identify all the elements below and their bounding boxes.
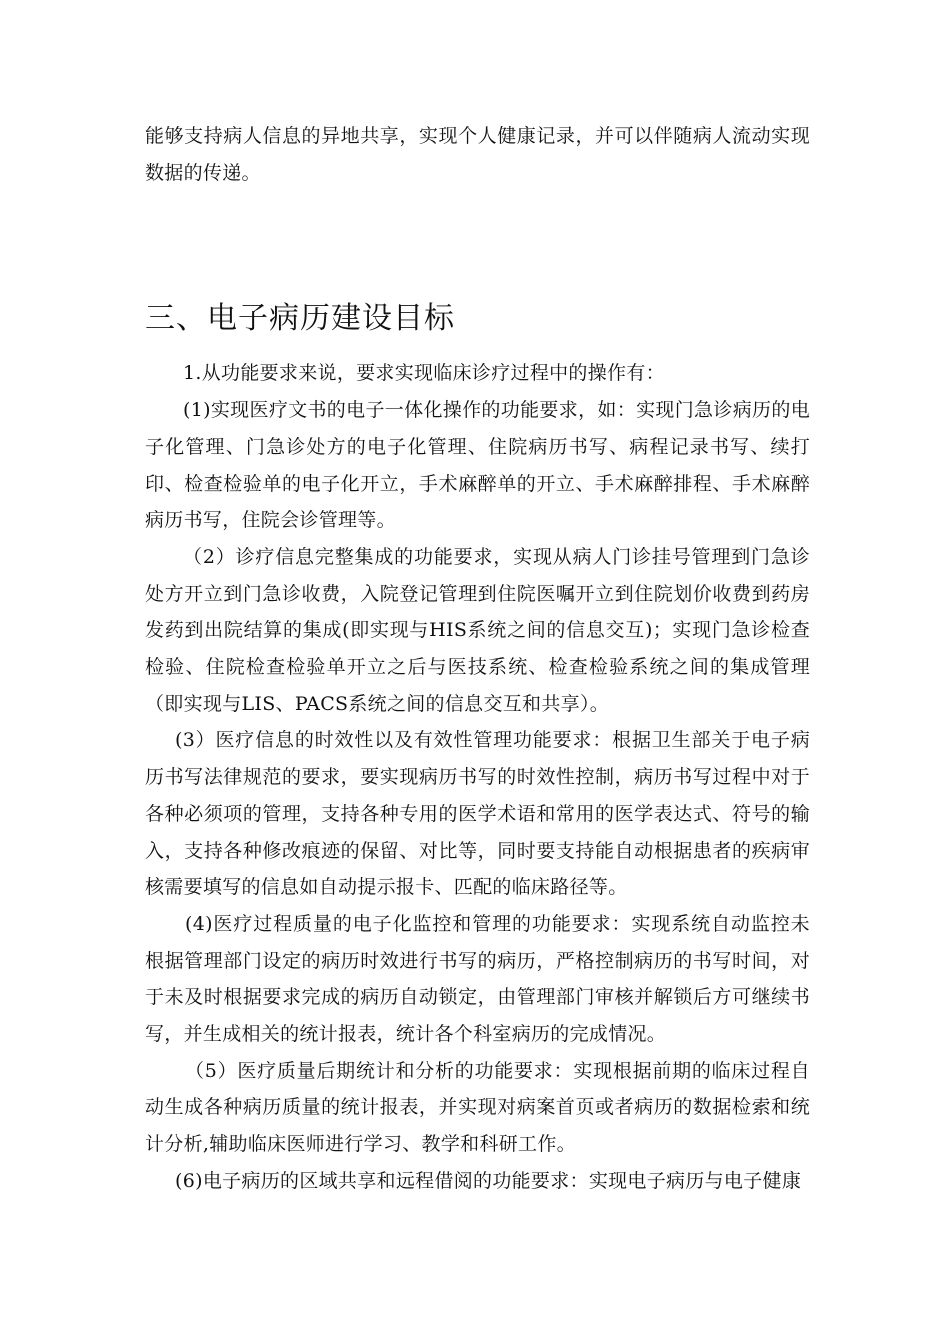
intro-paragraph: 能够支持病人信息的异地共享，实现个人健康记录，并可以伴随病人流动实现数据的传递。 — [145, 125, 810, 184]
list-item-2: （2）诊疗信息完整集成的功能要求，实现从病人门诊挂号管理到门急诊处方开立到门急诊收费，入院登记管理到住院医嘱开立到住院划价收费到药房发药到出院结算的集成(即实现与HIS系统之间的信息交互)；实现门急诊检查检验、住院检查检验单开立之后与医技系统、检查检验系统之间的集成管理（即实现与LIS、PACS系统之间的信息交互和共享）。 — [145, 545, 810, 715]
list-item-1: (1)实现医疗文书的电子一体化操作的功能要求，如：实现门急诊病历的电子化管理、门急诊处方的电子化管理、住院病历书写、病程记录书写、续打印、检查检验单的电子化开立，手术麻醉单的开立、手术麻醉排程、手术麻醉病历书写，住院会诊管理等。 — [145, 399, 810, 532]
section-heading: 三、电子病历建设目标 — [145, 301, 455, 337]
list-item-3: (3）医疗信息的时效性以及有效性管理功能要求：根据卫生部关于电子病历书写法律规范的要求，要实现病历书写的时效性控制，病历书写过程中对于各种必须项的管理，支持各种专用的医学术语和常用的医学表达式、符号的输入，支持各种修改痕迹的保留、对比等，同时要支持能自动根据患者的疾病审核需要填写的信息如自动提示报卡、匹配的临床路径等。 — [145, 729, 810, 899]
list-item-5: （5）医疗质量后期统计和分析的功能要求：实现根据前期的临床过程自动生成各种病历质量的统计报表，并实现对病案首页或者病历的数据检索和统计分析,辅助临床医师进行学习、教学和科研工作。 — [145, 1059, 810, 1156]
list-item-4: (4)医疗过程质量的电子化监控和管理的功能要求：实现系统自动监控未根据管理部门设定的病历时效进行书写的病历，严格控制病历的书写时间，对于未及时根据要求完成的病历自动锁定，由管理部门审核并解锁后方可继续书写，并生成相关的统计报表，统计各个科室病历的完成情况。 — [145, 912, 810, 1046]
item-intro: 1.从功能要求来说，要求实现临床诊疗过程中的操作有： — [183, 362, 665, 385]
list-item-6: (6)电子病历的区域共享和远程借阅的功能要求：实现电子病历与电子健康 — [175, 1169, 802, 1192]
document-body — [145, 118, 810, 1200]
